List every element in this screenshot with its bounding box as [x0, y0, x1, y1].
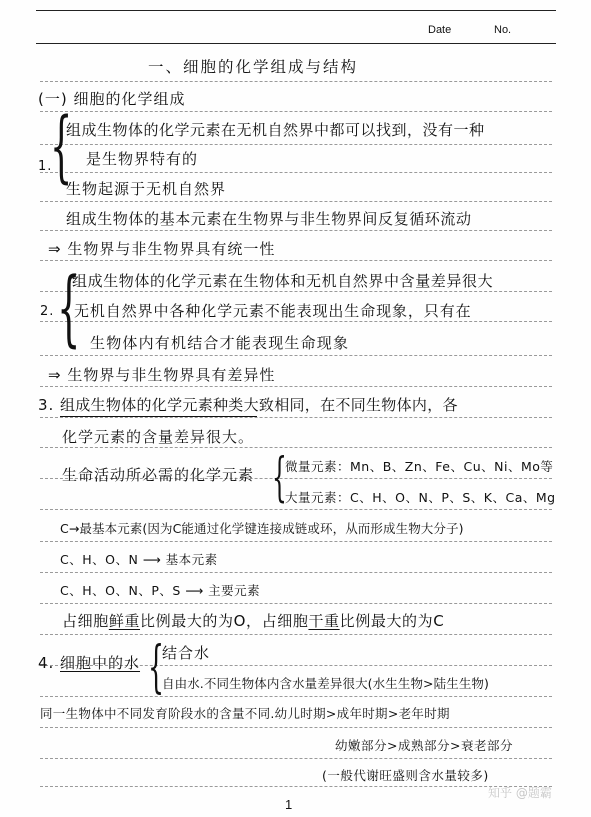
ruled-line	[40, 541, 552, 542]
ruled-line	[40, 603, 552, 604]
ruled-line	[40, 634, 552, 635]
point-1-brace: {	[50, 102, 73, 192]
point-2-conclusion: ⇒ 生物界与非生物界具有差异性	[48, 366, 276, 384]
point-1-conclusion: ⇒ 生物界与非生物界具有统一性	[48, 240, 276, 258]
major-elements: 大量元素：C、H、O、N、P、S、K、Ca、Mg	[285, 490, 556, 505]
ruled-line	[40, 727, 552, 728]
ruled-line	[40, 201, 552, 202]
section-heading: (一) 细胞的化学组成	[38, 90, 186, 108]
chonps-main-elements: C、H、O、N、P、S ⟶ 主要元素	[60, 583, 261, 598]
ruled-line	[40, 696, 552, 697]
ruled-line	[40, 572, 552, 573]
development-stages: 同一生物体中不同发育阶段水的含量不同.幼儿时期>成年时期>老年时期	[40, 706, 450, 721]
point-1-line-2: 是生物界特有的	[86, 150, 199, 168]
page-number: 1	[285, 797, 293, 812]
tissue-parts: 幼嫩部分>成熟部分>衰老部分	[335, 738, 513, 753]
watermark: 知乎 @题霸	[488, 786, 552, 800]
point-3-line-2: 化学元素的含量差异很大。	[62, 428, 255, 446]
point-1-line-1: 组成生物体的化学元素在无机自然界中都可以找到，没有一种	[66, 121, 485, 139]
ruled-line	[40, 386, 552, 387]
point-4-number: 4.	[38, 654, 55, 672]
ruled-line	[40, 758, 552, 759]
ruled-line	[40, 291, 552, 292]
free-water: 自由水.不同生物体内含水量差异很大(水生生物>陆生生物)	[162, 676, 490, 691]
header-bottom-rule	[36, 43, 556, 44]
water-brace: {	[148, 635, 165, 700]
ruled-line	[40, 786, 552, 787]
ruled-line	[40, 260, 552, 261]
point-3-underline	[60, 416, 257, 417]
required-elements-brace: {	[272, 448, 287, 508]
point-1-line-4: 组成生物体的基本元素在生物界与非生物界间反复循环流动	[66, 210, 472, 228]
weight-ratio-line	[62, 614, 444, 629]
ruled-line	[40, 111, 552, 112]
water-in-cell-label: 细胞中的水	[60, 654, 141, 672]
bound-water: 结合水	[162, 644, 211, 662]
dry-weight-term: 干重	[308, 612, 340, 630]
point-2-brace: {	[57, 261, 81, 356]
ruled-line	[40, 144, 552, 145]
page-title: 一、细胞的化学组成与结构	[148, 58, 359, 76]
date-label: Date	[428, 24, 452, 36]
ruled-line	[40, 355, 552, 356]
ruled-line	[40, 321, 552, 322]
ratio-text-b: 比例最大的为O，占细胞	[140, 612, 309, 630]
fresh-weight-term: 鲜重	[108, 612, 141, 630]
ruled-line	[40, 417, 552, 418]
point-1-number: 1.	[38, 159, 53, 174]
point-3-number: 3.	[38, 396, 55, 414]
ratio-text-c: 比例最大的为C	[339, 612, 445, 630]
required-elements-label: 生命活动所必需的化学元素	[62, 466, 255, 484]
ratio-text-a: 占细胞	[62, 612, 109, 630]
no-label: No.	[494, 24, 512, 36]
trace-elements: 微量元素：Mn、B、Zn、Fe、Cu、Ni、Mo等	[285, 459, 554, 474]
point-3-line-1: 组成生物体的化学元素种类大致相同，在不同生物体内，各	[60, 396, 458, 414]
ruled-line	[40, 230, 552, 231]
metabolism-note: (一般代谢旺盛则含水量较多)	[322, 768, 489, 783]
point-2-line-3: 生物体内有机结合才能表现生命现象	[90, 334, 350, 352]
ruled-line	[40, 81, 552, 82]
chon-basic-elements: C、H、O、N ⟶ 基本元素	[60, 552, 218, 567]
point-2-line-2: 无机自然界中各种化学元素不能表现出生命现象，只有在	[74, 302, 472, 320]
point-2-number: 2.	[40, 304, 55, 319]
ruled-line	[40, 172, 552, 173]
ruled-line	[40, 447, 552, 448]
point-2-line-1: 组成生物体的化学元素在生物体和无机自然界中含量差异很大	[72, 272, 494, 290]
ruled-line	[40, 509, 552, 510]
point-1-line-3: 生物起源于无机自然界	[66, 180, 227, 198]
header-top-rule	[36, 10, 556, 11]
c-basic-element: C→最基本元素(因为C能通过化学键连接成链或环，从而形成生物大分子)	[60, 521, 464, 536]
